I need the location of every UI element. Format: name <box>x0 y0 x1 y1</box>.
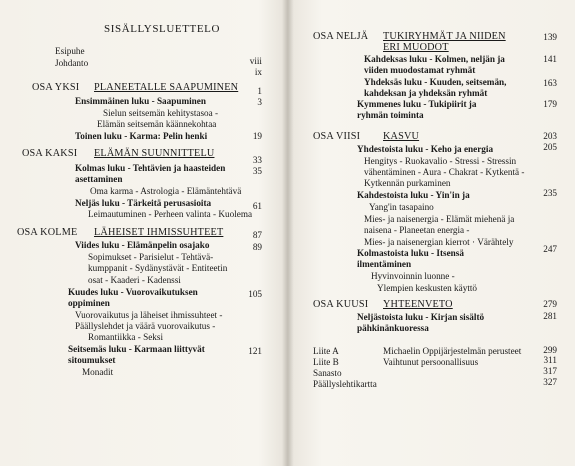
ch4-page: 61 <box>252 201 262 211</box>
osa2-label: OSA KAKSI <box>22 148 78 159</box>
ch3-title2: asettaminen <box>75 174 123 184</box>
ch1-sub1: Sielun seitsemän kehitystasoa - <box>103 108 219 118</box>
ch10-title1: Kymmenes luku - Tukipiirit ja <box>357 99 477 109</box>
osa6-label: OSA KUUSI <box>313 299 369 310</box>
left-page <box>0 0 286 466</box>
osa1-page: 1 <box>257 86 262 96</box>
liite-b-text: Vaihtunut persoonallisuus <box>383 357 479 367</box>
ch1-sub2: Elämän seitsemän käännekohtaa <box>97 119 217 129</box>
ch11-sub2: vähentäminen - Aura - Chakrat - Kytkentä - <box>364 167 525 177</box>
ch12-sub3: naisena - Planeetan energia - <box>364 225 470 235</box>
liite-a-page: 299 <box>543 345 557 355</box>
ch6-title2: oppiminen <box>68 298 110 308</box>
ch13-title1: Kolmastoista luku - Itsensä <box>357 248 464 258</box>
osa5-heading: KASVU <box>383 131 420 142</box>
osa4-heading1: TUKIRYHMÄT JA NIIDEN <box>383 31 506 42</box>
ch8-title2: viiden muodostamat ryhmät <box>364 65 476 75</box>
ch10-title2: ryhmän toiminta <box>357 110 424 120</box>
ch1-title: Ensimmäinen luku - Saapuminen <box>75 96 206 106</box>
ch6-page: 105 <box>248 289 262 299</box>
ch5-page: 89 <box>252 242 262 252</box>
osa1-label: OSA YKSI <box>32 82 80 93</box>
liite-a-label: Liite A <box>313 346 339 356</box>
ch2-page: 19 <box>252 131 262 141</box>
ch13-page: 247 <box>543 244 557 254</box>
ch5-title: Viides luku - Elämänpelin osajako <box>75 240 210 250</box>
sanasto-page: 317 <box>543 366 557 376</box>
osa3-label: OSA KOLME <box>17 227 78 238</box>
ch7-title1: Seitsemäs luku - Karmaan liittyvät <box>68 344 205 354</box>
johdanto-page: ix <box>254 67 262 77</box>
esipuhe-label: Esipuhe <box>55 46 85 56</box>
ch6-sub1: Vuorovaikutus ja läheiset ihmissuhteet - <box>75 310 223 320</box>
ch1-page: 3 <box>257 97 262 107</box>
ch11-sub1: Hengitys - Ruokavalio - Stressi - Stressin <box>364 156 517 166</box>
kartta-page: 327 <box>543 377 557 387</box>
osa6-heading: YHTEENVETO <box>383 299 453 310</box>
ch6-title1: Kuudes luku - Vuorovaikutuksen <box>68 287 198 297</box>
ch2-title: Toinen luku - Karma: Pelin henki <box>75 131 208 141</box>
ch9-title1: Yhdeksäs luku - Kuuden, seitsemän, <box>364 77 507 87</box>
osa4-heading2: ERI MUODOT <box>383 42 449 53</box>
osa6-page: 279 <box>543 299 557 309</box>
ch12-sub1: Yang'in tasapaino <box>369 202 434 212</box>
osa2-page: 33 <box>252 155 262 165</box>
sanasto-label: Sanasto <box>313 368 342 378</box>
kartta-label: Päällyslehtikartta <box>313 379 377 389</box>
osa4-page: 139 <box>543 32 557 42</box>
ch9-title2: kahdeksan ja yhdeksän ryhmät <box>364 88 488 98</box>
liite-a-text: Michaelin Oppijärjestelmän perusteet <box>383 346 522 356</box>
ch3-page: 35 <box>252 166 262 176</box>
ch13-sub2: Ylempien keskusten käyttö <box>377 283 478 293</box>
ch14-page: 281 <box>543 311 557 321</box>
ch12-sub4: Mies- ja naisenergian kierrot · Värähtely <box>364 237 514 247</box>
ch4-sub1: Leimautuminen - Perheen valinta - Kuolema <box>88 209 253 219</box>
ch10-page: 179 <box>543 99 557 109</box>
ch12-title: Kahdestoista luku - Yin'in ja <box>357 190 470 200</box>
ch5-sub1: Sopimukset - Parisielut - Tehtävä- <box>88 252 214 262</box>
ch7-title2: sitoumukset <box>68 355 116 365</box>
ch7-page: 121 <box>248 346 262 356</box>
toc-title: SISÄLLYSLUETTELO <box>104 23 221 35</box>
ch12-sub2: Mies- ja naisenergia - Elämät miehenä ja <box>364 214 515 224</box>
ch3-sub1: Oma karma - Astrologia - Elämäntehtävä <box>90 186 242 196</box>
ch6-sub3: Romantiikka - Seksi <box>88 332 164 342</box>
ch7-sub1: Monadit <box>82 367 114 377</box>
ch5-sub3: osat - Kaaderi - Kadenssi <box>88 275 181 285</box>
ch11-title: Yhdestoista luku - Keho ja energia <box>357 144 494 154</box>
johdanto-label: Johdanto <box>55 58 89 68</box>
ch8-page: 141 <box>543 54 557 64</box>
ch3-title1: Kolmas luku - Tehtävien ja haasteiden <box>75 163 226 173</box>
ch5-sub2: kumppanit - Sydänystävät - Entiteetin <box>88 263 228 273</box>
ch13-sub1: Hyvinvoinnin luonne - <box>371 271 455 281</box>
ch11-page: 205 <box>543 142 557 152</box>
ch9-page: 163 <box>543 78 557 88</box>
esipuhe-page: viii <box>249 56 262 66</box>
osa5-page: 203 <box>543 131 557 141</box>
ch4-title: Neljäs luku - Tärkeitä perusasioita <box>75 198 212 208</box>
osa3-page: 87 <box>252 230 262 240</box>
ch12-page: 235 <box>543 188 557 198</box>
liite-b-page: 311 <box>543 355 557 365</box>
ch11-sub3: Kytkennän purkaminen <box>364 178 451 188</box>
ch13-title2: ilmentäminen <box>357 259 412 269</box>
right-page <box>289 0 575 466</box>
osa2-heading: ELÄMÄN SUUNNITTELU <box>94 148 215 159</box>
ch14-title1: Neljästoista luku - Kirjan sisältö <box>357 312 485 322</box>
osa4-label: OSA NELJÄ <box>313 31 369 42</box>
osa1-heading: PLANEETALLE SAAPUMINEN <box>94 82 239 93</box>
osa5-label: OSA VIISI <box>313 131 361 142</box>
ch8-title1: Kahdeksas luku - Kolmen, neljän ja <box>364 54 505 64</box>
liite-b-label: Liite B <box>313 357 339 367</box>
ch6-sub2: Päällyslehdet ja väärä vuorovaikutus - <box>75 321 216 331</box>
ch14-title2: pähkinänkuoressa <box>357 323 429 333</box>
osa3-heading: LÄHEISET IHMISSUHTEET <box>94 227 224 238</box>
